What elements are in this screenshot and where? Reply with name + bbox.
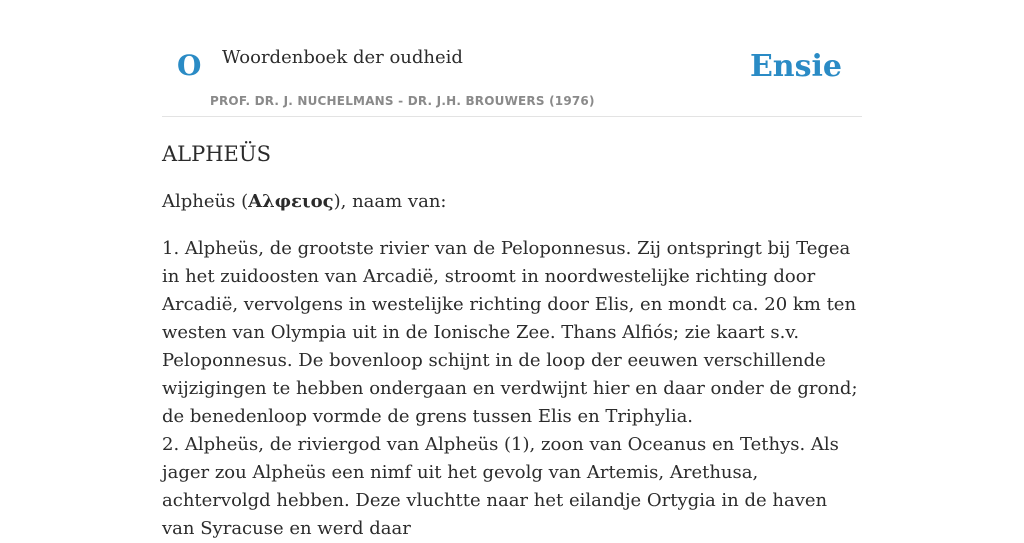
intro-text-before: Alpheüs ( [162, 191, 249, 213]
ensie-logo[interactable]: Ensie [749, 49, 842, 84]
greek-name: Αλφειος [248, 191, 334, 213]
intro-text-after: ), naam van: [333, 191, 447, 213]
letter-index-link[interactable]: O [177, 49, 202, 82]
book-title-link[interactable]: Woordenboek der oudheid [222, 47, 463, 68]
entry-content [162, 140, 862, 543]
definition-2: 2. Alpheüs, de riviergod van Alpheüs (1), zoon van Oceanus en Tethys. Als jager zou Alpheüs een nimf uit het gevolg van Artemis, Arethusa, achtervolgd hebben. Deze vluchtte naar het eilandje Ortygia in de haven van Syracuse en werd daar [162, 434, 839, 540]
book-authors: PROF. DR. J. NUCHELMANS - DR. J.H. BROUWERS (1976) [210, 94, 595, 108]
dictionary-header [162, 30, 862, 117]
definition-1: 1. Alpheüs, de grootste rivier van de Peloponnesus. Zij ontspringt bij Tegea in het zuidoosten van Arcadië, stroomt in noordwestelijke richting door Arcadië, vervolgens in westelijke richting door Elis, en mondt ca. 20 km ten westen van Olympia uit in de Ionische Zee. Thans Alfiós; zie kaart s.v. Peloponnesus. De bovenloop schijnt in de loop der eeuwen verschillende wijzigingen te hebben ondergaan en verdwijnt hier en daar onder de grond; de benedenloop vormde de grens tussen Elis en Triphylia. [162, 238, 858, 428]
entry-title: ALPHEÜS [162, 142, 271, 166]
entry-intro [162, 188, 862, 216]
